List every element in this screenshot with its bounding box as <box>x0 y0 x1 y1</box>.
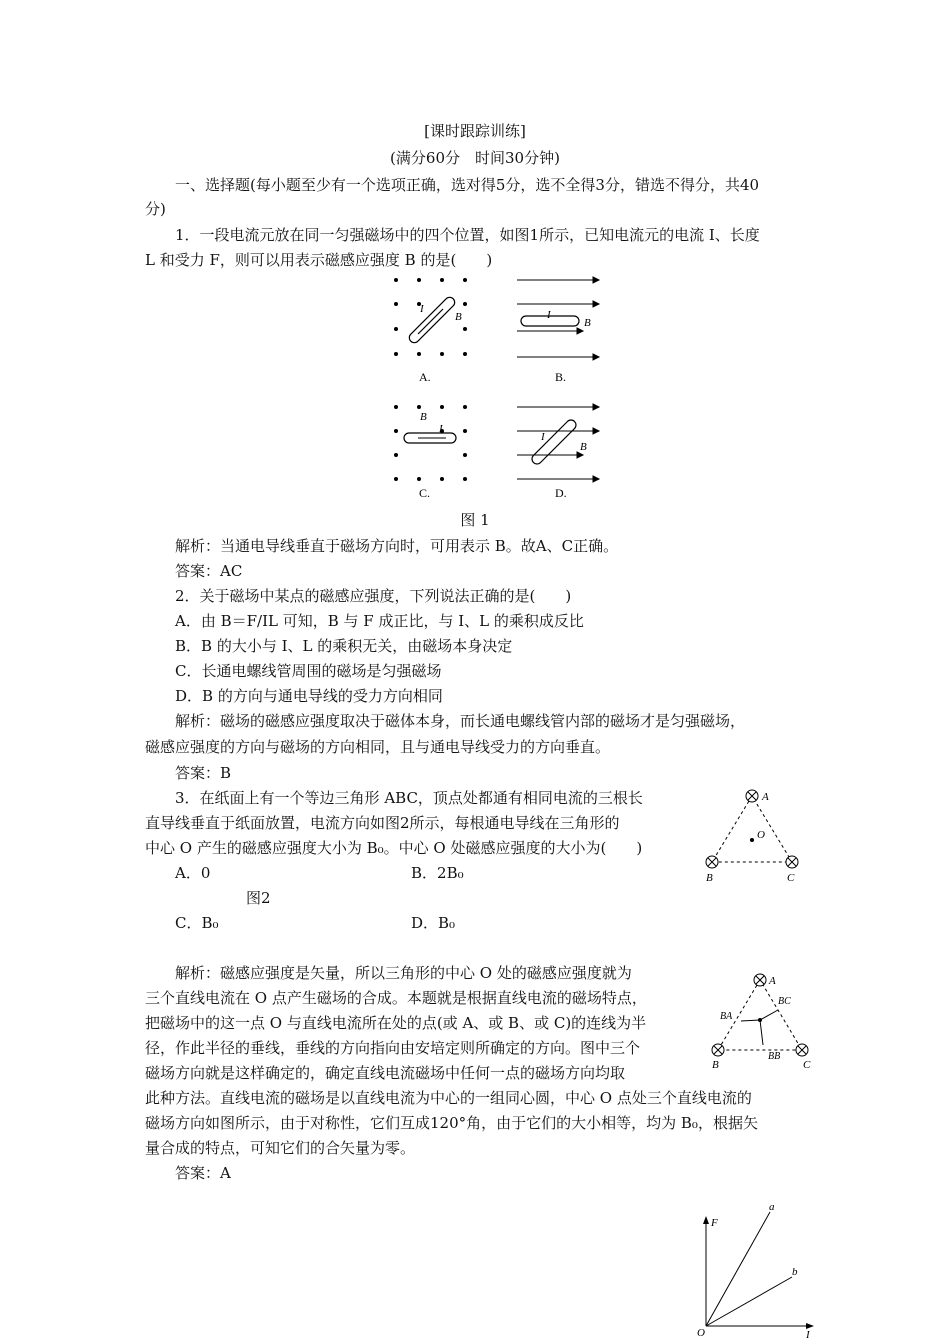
af-label-c: C <box>803 1059 811 1071</box>
fig1-label-c: C. <box>419 486 431 500</box>
q3-analysis-line6: 此种方法。直线电流的磁场是以直线电流为中心的一组同心圆，中心 O 点处三个直线电流的 <box>145 1089 752 1107</box>
q3-stem-line2: 直导线垂直于纸面放置，电流方向如图2所示，每根通电导线在三角形的 <box>145 814 620 832</box>
fig1-label-a: A. <box>419 370 431 384</box>
q2-analysis-line2: 磁感应强度的方向与磁场的方向相同，且与通电导线受力的方向垂直。 <box>145 738 611 756</box>
page-subtitle: (满分60分 时间30分钟) <box>390 149 560 167</box>
fig2-caption: 图2 <box>246 889 271 907</box>
page-title: [课时跟踪训练] <box>424 122 526 140</box>
q1-stem-line2: L 和受力 F，则可以用表示磁感应强度 B 的是( ) <box>145 251 493 269</box>
af-label-ba: BA <box>720 1011 733 1022</box>
q3-option-a: A．0 <box>175 864 211 882</box>
graph-label-f: F <box>711 1217 718 1229</box>
q3-analysis-line4: 径，作此半径的垂线，垂线的方向指向由安培定则所确定的方向。图中三个 <box>145 1039 641 1057</box>
q3-option-b: B．2B₀ <box>411 864 464 882</box>
fig1-a-sym-b: B <box>455 311 462 323</box>
section-heading-line1: 一、选择题(每小题至少有一个选项正确，选对得5分，选不全得3分，错选不得分，共40 <box>175 176 760 194</box>
fig1-label-b: B. <box>555 370 567 384</box>
graph-label-i: I <box>806 1329 810 1341</box>
fig1-b-sym-i: I <box>547 309 551 321</box>
q2-stem: 2．关于磁场中某点的磁感应强度，下列说法正确的是( ) <box>175 587 572 605</box>
fig1-d-sym-i: I <box>541 431 545 443</box>
fig1-c-sym-i: I <box>439 423 443 435</box>
q1-stem-line1: 1．一段电流元放在同一匀强磁场中的四个位置，如图1所示，已知电流元的电流 I、长度 <box>175 226 760 244</box>
q1-analysis: 解析：当通电导线垂直于磁场方向时，可用表示 B。故A、C正确。 <box>175 537 619 555</box>
q2-analysis-line1: 解析：磁场的磁感应强度取决于磁体本身，而长通电螺线管内部的磁场才是匀强磁场， <box>175 712 746 730</box>
fig2-label-b: B <box>706 872 713 884</box>
q3-analysis-line8: 量合成的特点，可知它们的合矢量为零。 <box>145 1139 416 1157</box>
q2-option-b: B．B 的大小与 I、L 的乘积无关，由磁场本身决定 <box>175 637 513 655</box>
q3-analysis-line2: 三个直线电流在 O 点产生磁场的合成。本题就是根据直线电流的磁场特点， <box>145 989 647 1007</box>
q3-analysis-line3: 把磁场中的这一点 O 与直线电流所在处的点(或 A、或 B、或 C)的连线为半 <box>145 1014 647 1032</box>
fig1-label-d: D. <box>555 486 567 500</box>
fig1-a-sym-i: I <box>420 303 424 315</box>
fig1-c-sym-b: B <box>420 411 427 423</box>
q3-analysis-line1: 解析：磁感应强度是矢量，所以三角形的中心 O 处的磁感应强度就为 <box>175 964 632 982</box>
q3-analysis-line7: 磁场方向如图所示，由于对称性，它们互成120°角，由于它们的大小相等，均为 B₀，根据矢 <box>145 1114 758 1132</box>
q3-answer: 答案：A <box>175 1164 231 1182</box>
q2-option-c: C．长通电螺线管周围的磁场是匀强磁场 <box>175 662 442 680</box>
q3-option-c: C．B₀ <box>175 914 219 932</box>
section-heading-line2: 分) <box>145 200 166 218</box>
q3-analysis-line5: 磁场方向就是这样确定的，确定直线电流磁场中任何一点的磁场方向均取 <box>145 1064 626 1082</box>
q2-option-a: A．由 B＝F/IL 可知，B 与 F 成正比，与 I、L 的乘积成反比 <box>175 612 584 630</box>
q2-option-d: D．B 的方向与通电导线的受力方向相同 <box>175 687 443 705</box>
fig1-d-sym-b: B <box>580 441 587 453</box>
af-label-bb: BB <box>768 1051 781 1062</box>
graph-label-a: a <box>769 1201 775 1213</box>
q3-stem-line3: 中心 O 产生的磁感应强度大小为 B₀。中心 O 处磁感应强度的大小为( ) <box>145 839 643 857</box>
q1-answer: 答案：AC <box>175 562 243 580</box>
graph-label-o: O <box>697 1327 705 1339</box>
fig2-label-c: C <box>787 872 795 884</box>
fig1-b-sym-b: B <box>584 317 591 329</box>
q2-answer: 答案：B <box>175 764 232 782</box>
graph-label-b: b <box>792 1266 798 1278</box>
af-label-bc: BC <box>778 996 791 1007</box>
af-label-a: A <box>769 975 776 987</box>
fig1-caption: 图 1 <box>460 511 490 529</box>
af-label-b: B <box>712 1059 719 1071</box>
fig2-label-a: A <box>762 791 769 803</box>
fig2-label-o: O <box>757 829 765 841</box>
q3-option-d: D．B₀ <box>411 914 456 932</box>
q3-stem-line1: 3．在纸面上有一个等边三角形 ABC，顶点处都通有相同电流的三根长 <box>175 789 643 807</box>
